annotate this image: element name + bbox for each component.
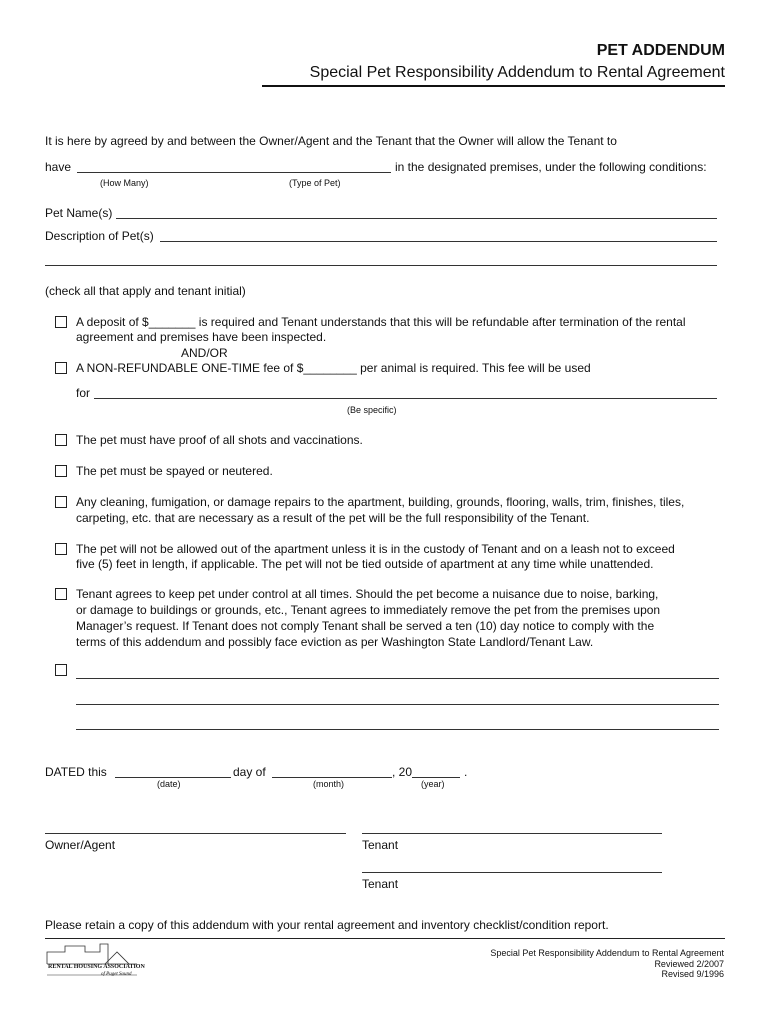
custody-text-1: The pet will not be allowed out of the apartment unless it is in the custody of Tenant and on a leash not to exceed [76, 542, 675, 556]
shots-text: The pet must have proof of all shots and vaccinations. [76, 433, 363, 447]
control-checkbox[interactable] [55, 588, 67, 600]
deposit-text-2: agreement and premises have been inspected. [76, 330, 327, 344]
page-subtitle: Special Pet Responsibility Addendum to Rental Agreement [309, 64, 725, 81]
other-condition-field-2[interactable] [76, 704, 719, 705]
pet-description-field[interactable] [160, 241, 717, 242]
retain-note: Please retain a copy of this addendum with your rental agreement and inventory checklist/condition report. [45, 918, 609, 932]
have-label: have [45, 160, 72, 174]
tenant-signature-line-1[interactable] [362, 833, 662, 834]
pet-names-label: Pet Name(s) [45, 206, 113, 220]
tenant-signature-line-2[interactable] [362, 872, 662, 873]
pet-count-type-field[interactable] [77, 172, 391, 173]
header-rule [262, 85, 725, 87]
nonrefundable-checkbox[interactable] [55, 362, 67, 374]
dated-this-label: DATED this [45, 765, 107, 779]
footer-doc-name: Special Pet Responsibility Addendum to Rental Agreement [490, 948, 724, 958]
year-caption: (year) [421, 779, 445, 789]
day-of-label: day of [233, 765, 266, 779]
cleaning-checkbox[interactable] [55, 496, 67, 508]
deposit-text-1: A deposit of $_______ is required and Tenant understands that this will be refundable after termination of the rental [76, 315, 686, 329]
other-condition-checkbox[interactable] [55, 664, 67, 676]
spayed-checkbox[interactable] [55, 465, 67, 477]
page-title: PET ADDENDUM [596, 42, 725, 59]
cleaning-text-1: Any cleaning, fumigation, or damage repairs to the apartment, building, grounds, flooring, walls, trim, finishes, tiles, [76, 495, 685, 509]
year-prefix: , 20 [392, 765, 413, 779]
check-instruction: (check all that apply and tenant initial) [45, 284, 246, 298]
footer-reviewed: Reviewed 2/2007 [654, 959, 724, 969]
other-condition-field-3[interactable] [76, 729, 719, 730]
be-specific-caption: (Be specific) [347, 405, 397, 415]
footer-rule [45, 938, 725, 939]
intro-line2-end: in the designated premises, under the following conditions: [395, 160, 707, 174]
association-logo [45, 942, 145, 982]
control-text-2: or damage to buildings or grounds, etc., Tenant agrees to immediately remove the pet from the premises upon [76, 603, 661, 617]
how-many-caption: (How Many) [100, 178, 149, 188]
date-caption: (date) [157, 779, 181, 789]
deposit-checkbox[interactable] [55, 316, 67, 328]
date-field[interactable] [115, 777, 231, 778]
type-of-pet-caption: (Type of Pet) [289, 178, 341, 188]
tenant-label-2: Tenant [362, 877, 399, 891]
cleaning-text-2: carpeting, etc. that are necessary as a result of the pet will be the full responsibility of the Tenant. [76, 511, 590, 525]
custody-checkbox[interactable] [55, 543, 67, 555]
shots-checkbox[interactable] [55, 434, 67, 446]
pet-description-label: Description of Pet(s) [45, 229, 154, 243]
intro-line1: It is here by agreed by and between the Owner/Agent and the Tenant that the Owner will allow the Tenant to [45, 134, 617, 148]
nonrefundable-text: A NON-REFUNDABLE ONE-TIME fee of $________ per animal is required. This fee will be used [76, 361, 591, 375]
control-text-1: Tenant agrees to keep pet under control at all times. Should the pet become a nuisance due to noise, barking, [76, 587, 659, 601]
tenant-label-1: Tenant [362, 838, 399, 852]
pet-description-field-2[interactable] [45, 265, 717, 266]
fee-purpose-field[interactable] [94, 398, 717, 399]
logo-subtext: of Puget Sound [101, 972, 132, 977]
custody-text-2: five (5) feet in length, if applicable. The pet will not be tied outside of apartment at any time while unattended. [76, 557, 654, 571]
footer-revised: Revised 9/1996 [661, 969, 724, 979]
dated-period: . [464, 765, 468, 779]
other-condition-field-1[interactable] [76, 678, 719, 679]
month-caption: (month) [313, 779, 345, 789]
and-or-text: AND/OR [181, 346, 228, 360]
owner-agent-label: Owner/Agent [45, 838, 116, 852]
spayed-text: The pet must be spayed or neutered. [76, 464, 273, 478]
pet-names-field[interactable] [116, 218, 717, 219]
logo-text: RENTAL HOUSING ASSOCIATION [48, 964, 145, 970]
year-field[interactable] [412, 777, 460, 778]
for-label: for [76, 386, 91, 400]
control-text-4: terms of this addendum and possibly face eviction as per Washington State Landlord/Tenant Law. [76, 635, 594, 649]
month-field[interactable] [272, 777, 392, 778]
control-text-3: Manager’s request. If Tenant does not comply Tenant shall be served a ten (10) day notice to comply with the [76, 619, 655, 633]
owner-signature-line[interactable] [45, 833, 346, 834]
